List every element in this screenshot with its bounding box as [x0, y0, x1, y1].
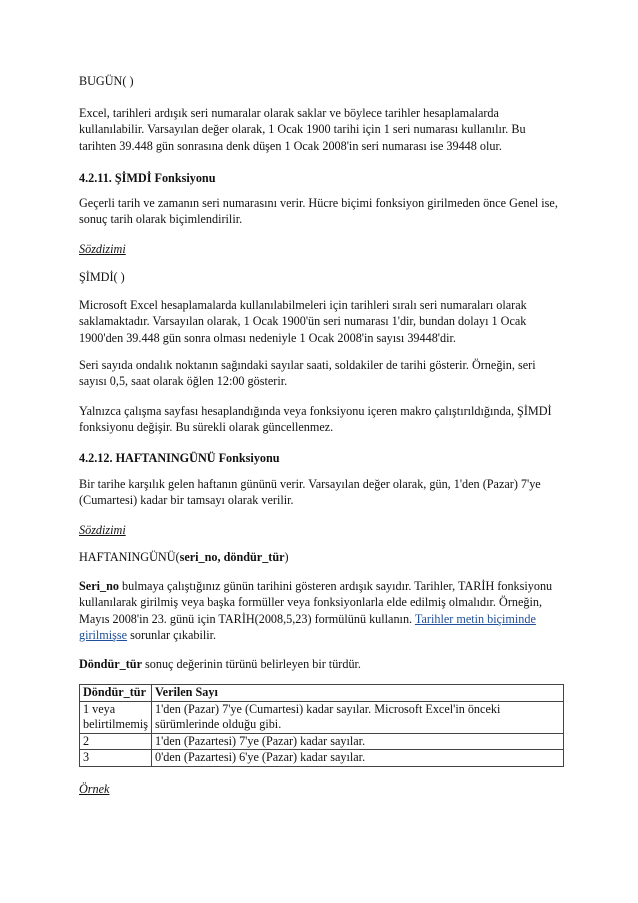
dondur-term: Döndür_tür: [79, 657, 142, 671]
simdi-paragraph-3: Yalnızca çalışma sayfası hesaplandığında veya fonksiyonu içeren makro çalıştırıldığında, ŞİMDİ fonksiyonu değişir. Bu sürekli olarak güncellenmez.: [79, 404, 552, 435]
table-cell: 1'den (Pazar) 7'ye (Cumartesi) kadar sayılar. Microsoft Excel'in önceki sürümlerinde olduğu gibi.: [151, 701, 563, 733]
table-cell: 2: [80, 733, 152, 750]
serino-text: bulmaya çalıştığınız günün tarihini gösteren ardışık sayıdır. Tarihler, TARİH fonksiyonu kullanılarak girilmiş veya başka formüller veya fonksiyonlarla elde edilmiş olmalıdır. Örneğin, Mayıs 2008'in 23. günü için TARİH(2008,5,23) formülünü kullanın.: [79, 579, 553, 626]
serino-tail: sorunlar çıkabilir.: [127, 627, 217, 642]
table-cell: 3: [80, 750, 152, 767]
table-cell: 0'den (Pazartesi) 6'ye (Pazar) kadar sayılar.: [151, 750, 563, 767]
haftaningunu-description: Bir tarihe karşılık gelen haftanın gününü verir. Varsayılan değer olarak, gün, 1'den (Pazar) 7'ye (Cumartesi) kadar bir tamsayı olarak verilir.: [79, 477, 541, 508]
table-header-cell: Verilen Sayı: [151, 685, 563, 702]
dondur-text: sonuç değerinin türünü belirleyen bir türdür.: [141, 657, 361, 671]
bugun-description: Excel, tarihleri ardışık seri numaralar olarak saklar ve böylece tarihler hesaplamalarda kullanılabilir. Varsayılan değer olarak, 1 Ocak 1900 tarihi için 1 seri numarası kullanılır. Bu tarihten 39.448 gün sonrasına denk düşen 1 Ocak 2008'in seri numarası ise 39448 olur.: [79, 106, 526, 153]
bugun-syntax: BUGÜN( ): [79, 74, 134, 88]
simdi-paragraph-1: Microsoft Excel hesaplamalarda kullanılabilmeleri için tarihleri sıralı seri numaraları olarak saklamaktadır. Varsayılan olarak, 1 Ocak 1900'ün seri numarası 1'dir, bundan dolayı 1 Ocak 1900'den 39.448 gün sonra olması nedeniyle 1 Ocak 2008'in sayısı 39448'dir.: [79, 298, 527, 345]
table-row: [80, 750, 564, 767]
ornek-label: Örnek: [79, 782, 110, 796]
syntax-close-paren: ): [284, 550, 289, 564]
simdi-heading: 4.2.11. ŞİMDİ Fonksiyonu: [79, 171, 216, 185]
table-row: [80, 733, 564, 750]
dates-as-text-link[interactable]: Tarihler metin biçiminde girilmişse: [79, 611, 536, 642]
table-header-cell: Döndür_tür: [80, 685, 152, 702]
syntax-arguments: seri_no, döndür_tür: [179, 550, 285, 564]
syntax-function-name: HAFTANINGÜNÜ(: [79, 550, 180, 564]
sozdizimi-label-2: Sözdizimi: [79, 523, 126, 537]
table-header-row: [80, 685, 564, 702]
simdi-paragraph-2: Seri sayıda ondalık noktanın sağındaki sayılar saati, soldakiler de tarihi gösterir. Örneğin, seri sayısı 0,5, saat olarak öğlen 12:00 gösterir.: [79, 358, 536, 389]
table-row: [80, 701, 564, 733]
simdi-description: Geçerli tarih ve zamanın seri numarasını verir. Hücre biçimi fonksiyon girilmeden önce Genel ise, sonuç tarih olarak biçimlendirilir.: [79, 196, 558, 227]
return-type-table: [79, 684, 564, 767]
dondur-paragraph: [79, 656, 564, 672]
haftaningunu-syntax: [79, 549, 564, 565]
table-cell: 1 veya belirtilmemiş: [80, 701, 152, 733]
serino-term: Seri_no: [79, 579, 119, 593]
serino-paragraph: [79, 578, 564, 643]
sozdizimi-label-1: Sözdizimi: [79, 242, 126, 256]
table-cell: 1'den (Pazartesi) 7'ye (Pazar) kadar sayılar.: [151, 733, 563, 750]
haftaningunu-heading: 4.2.12. HAFTANINGÜNÜ Fonksiyonu: [79, 451, 280, 465]
simdi-syntax: ŞİMDİ( ): [79, 270, 125, 284]
